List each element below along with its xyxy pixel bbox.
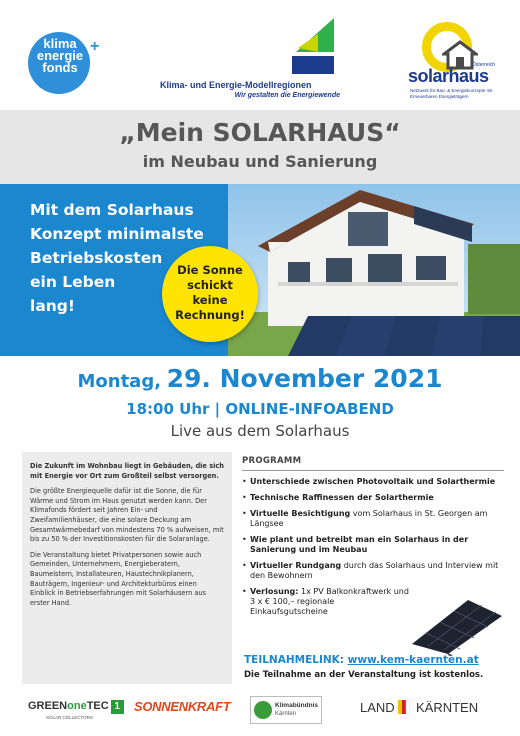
intro-paragraph: Die größte Energiequelle dafür ist die Sonne, die für Wärme und Strom im Haus genutzt werden kann. Der Klimafonds fördert seit Jahren Ein- und Zweifamilienhäuser, die eine solare Deckung am Gesamtwärmebedarf von mindestens 70 % aufweisen, mit bis zu 50 % der Investitionskosten für die Solaranlage. [30, 487, 224, 544]
registration-url-link[interactable]: www.kem-kaernten.at [347, 654, 479, 666]
greenone-green: GREEN [28, 700, 68, 712]
sonnenkraft-logo: SONNENKRAFT [134, 699, 231, 714]
kaernten-label: KÄRNTEN [416, 700, 479, 715]
klima-logo-plus: + [90, 38, 100, 55]
hero-line: ein Leben [30, 273, 116, 291]
sun-badge-text [162, 263, 258, 323]
header-logos [0, 0, 520, 110]
hero-line: Mit dem Solarhaus [30, 201, 194, 219]
greenone-tec: TEC [86, 700, 109, 712]
sun-badge-line: Die Sonne [177, 263, 243, 277]
hero-banner [0, 184, 520, 356]
kem-logo-slogan: Wir gestalten die Energiewende [234, 92, 340, 99]
registration-link-line [244, 654, 479, 666]
pv-panel-image [408, 596, 504, 656]
event-date [0, 364, 520, 393]
free-admission-note: Die Teilnahme an der Veranstaltung ist kostenlos. [244, 670, 484, 680]
hero-line: lang! [30, 297, 75, 315]
programm-item-bold: Technische Raffinessen der Solarthermie [250, 493, 434, 502]
programm-item-text: 1x PV Balkonkraftwerk und 3 x € 100,– regionale Einkaufsgutscheine [250, 587, 409, 616]
solarhaus-country: Österreich [472, 62, 496, 68]
programm-item-bold: Unterschiede zwischen Photovoltaik und Solarthermie [250, 477, 496, 486]
event-time: 18:00 Uhr | ONLINE-INFOABEND [126, 400, 394, 418]
programm-column [242, 456, 504, 656]
programm-item-bold: Verlosung: [250, 587, 299, 596]
programm-item-bold: Virtueller Rundgang [250, 561, 342, 570]
klima-energie-fonds-logo [28, 32, 100, 84]
klimabuendnis-icon [254, 701, 272, 719]
programm-item [242, 561, 504, 581]
greenonetec-logo [28, 700, 124, 714]
programm-item-text: vom Solarhaus in St. Georgen am Längsee [250, 509, 488, 528]
sun-badge-line: keine [192, 293, 228, 307]
programm-item [242, 493, 504, 503]
klimabuendnis-logo [250, 696, 322, 724]
programm-item-bold: Wie plant und betreibt man ein Solarhaus in der Sanierung und im Neubau [250, 535, 469, 554]
klimabuendnis-region: Kärnten [275, 711, 297, 717]
event-date-value: 29. November 2021 [166, 364, 443, 393]
sun-badge-line: Rechnung! [175, 308, 245, 322]
hero-line: Betriebskosten [30, 249, 163, 267]
sponsor-footer [0, 690, 520, 736]
event-day: Montag, [77, 371, 162, 392]
kem-logo [160, 18, 340, 102]
klima-logo-text: klima energie fonds [36, 36, 84, 75]
programm-item [242, 509, 504, 529]
programm-item [242, 477, 504, 487]
programm-heading: PROGRAMM [242, 456, 504, 471]
programm-item [242, 535, 504, 555]
page-title: „Mein SOLARHAUS“ [119, 118, 401, 147]
solarhaus-subtitle: Netzwerk für Bau- & Energiekonzepte mit Erneuerbaren Energieträgern [410, 88, 493, 99]
registration-label: TEILNAHMELINK: [244, 654, 344, 666]
greenone-subtitle: SOLAR COLLECTORS [46, 715, 93, 720]
sun-badge-line: schickt [187, 278, 233, 292]
greenone-box: 1 [111, 700, 124, 714]
programm-item-bold: Virtuelle Besichtigung [250, 509, 351, 518]
page-subtitle: im Neubau und Sanierung [142, 152, 378, 171]
programm-item-text: durch das Solarhaus und Interview mit den Bewohnern [250, 561, 499, 580]
solarhaus-logo [408, 22, 508, 108]
event-live-note: Live aus dem Solarhaus [170, 422, 350, 440]
land-label: LAND [360, 700, 395, 715]
kem-logo-title: Klima- und Energie-Modellregionen [160, 80, 312, 90]
solarhaus-wordmark: solarhaus [408, 66, 489, 86]
intro-paragraph: Die Veranstaltung bietet Privatpersonen sowie auch Gemeinden, Unternehmern, Energieberatern, Baumeistern, Installateuren, Haustechnikplanern, Bauträgern, Ingenieur- und Architekturbüros einen Einblick in Betriebserfahrungen mit Solarhäusern aus erster Hand. [30, 550, 206, 607]
kem-logo-mark [288, 18, 334, 74]
klimabuendnis-name: Klimabündnis [275, 702, 318, 709]
greenone-one: one [67, 700, 87, 712]
programm-item [242, 587, 412, 617]
house-photo [228, 184, 520, 356]
intro-lead: Die Zukunft im Wohnbau liegt in Gebäuden, die sich mit Energie vor Ort zum Großteil selbst versorgen. [30, 462, 224, 480]
hero-line: Konzept minimalste [30, 225, 204, 243]
intro-column [22, 452, 232, 684]
kaernten-flag-icon [398, 700, 410, 714]
sun-badge [162, 246, 258, 342]
